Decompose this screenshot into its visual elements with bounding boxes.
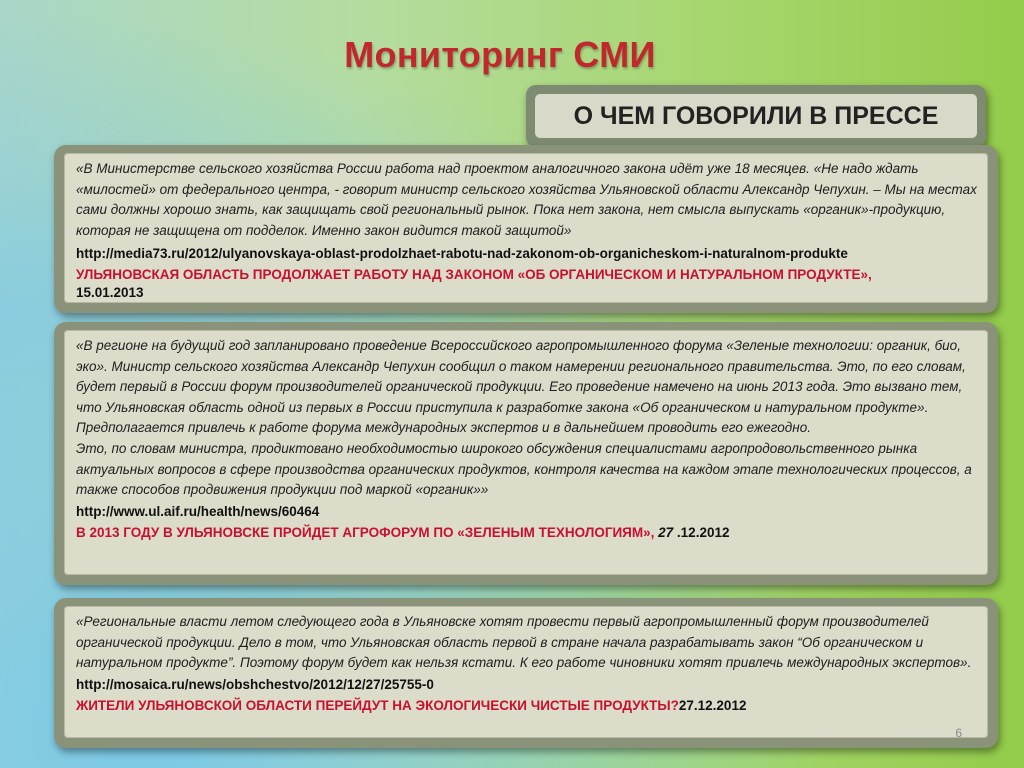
press-item-3-link[interactable]: http://mosaica.ru/news/obshchestvo/2012/12/27/25755-0 [76,676,434,692]
press-item-1-link[interactable]: http://media73.ru/2012/ulyanovskaya-oblast-prodolzhaet-rabotu-nad-zakonom-ob-organicheskom-i-naturalnom-produkte [76,246,848,262]
subtitle-text: О ЧЕМ ГОВОРИЛИ В ПРЕССЕ [535,94,977,138]
press-item-3-body [64,606,988,738]
press-item-1-headline: УЛЬЯНОВСКАЯ ОБЛАСТЬ ПРОДОЛЖАЕТ РАБОТУ НАД ЗАКОНОМ «ОБ ОРГАНИЧЕСКОМ И НАТУРАЛЬНОМ ПРОДУКТЕ», [76,267,872,283]
subtitle-box [526,85,986,147]
press-item-3 [54,598,998,748]
press-item-2-headline: В 2013 ГОДУ В УЛЬЯНОВСКЕ ПРОЙДЕТ АГРОФОРУМ ПО «ЗЕЛЕНЫМ ТЕХНОЛОГИЯМ», [76,524,655,540]
press-item-1-quote [76,159,978,241]
press-item-3-quote [76,612,978,674]
press-item-2-date-day: 27 [654,524,674,540]
press-item-3-headline: ЖИТЕЛИ УЛЬЯНОВСКОЙ ОБЛАСТИ ПЕРЕЙДУТ НА ЭКОЛОГИЧЕСКИ ЧИСТЫЕ ПРОДУКТЫ? [76,697,679,713]
press-item-2 [54,322,998,585]
press-item-2-link[interactable]: http://www.ul.aif.ru/health/news/60464 [76,503,320,519]
press-item-1-body [64,153,988,303]
press-item-1-date: 15.01.2013 [76,285,144,301]
quote-paragraph: «В регионе на будущий год запланировано проведение Всероссийского агропромышленного форума «Зеленые технологии: органик, био, эко». Министр сельского хозяйства Александр Чепухин сообщил о таком намерении регионального правительства. Это, по его словам, будет первый в России форум производителей органической продукции. Его проведение намечено на июнь 2013 года. Это вызвано тем, что Ульяновская область одной из первых в России приступила к разработке закона «Об органическом и натуральном продукте». [76,338,966,415]
press-item-2-body [64,330,988,575]
quote-paragraph: Предполагается привлечь к работе форума международных экспертов и в дальнейшем проводить его ежегодно. [76,420,811,436]
quote-paragraph: «Региональные власти летом следующего года в Ульяновске хотят провести первый агропромышленный форум производителей органической продукции. Дело в том, что Ульяновская область первой в стране начала разрабатывать закон “Об органическом и натуральном продукте”. Поэтому форум будет как нельзя кстати. К его работе чиновники хотят привлечь международных экспертов». [76,614,972,671]
quote-paragraph: «В Министерстве сельского хозяйства России работа над проектом аналогичного закона идёт уже 18 месяцев. «Не надо ждать «милостей» от федерального центра, - говорит министр сельского хозяйства Ульяновской области Александр Чепухин. – Мы на местах сами должны хорошо знать, как защищать свой региональный рынок. Пока нет закона, нет смысла выпускать «органик»-продукцию, которая не защищена от подделок. Именно закон видится такой защитой» [76,161,977,238]
quote-paragraph: Это, по словам министра, продиктовано необходимостью широкого обсуждения специалистами агропродовольственного рынка актуальных вопросов в сфере производства органических продуктов, контроля качества на каждом этапе технологических процессов, а также способов продвижения продукции под маркой «органик»» [76,440,972,498]
press-item-1 [54,145,998,313]
press-item-3-headline-row [76,695,978,716]
press-item-2-date-rest: .12.2012 [673,524,730,540]
page-number: 6 [955,726,962,740]
press-item-2-quote [76,336,978,501]
press-item-3-date: 27.12.2012 [678,697,747,713]
press-item-2-headline-row [76,522,978,543]
slide-title: Мониторинг СМИ [344,34,656,75]
